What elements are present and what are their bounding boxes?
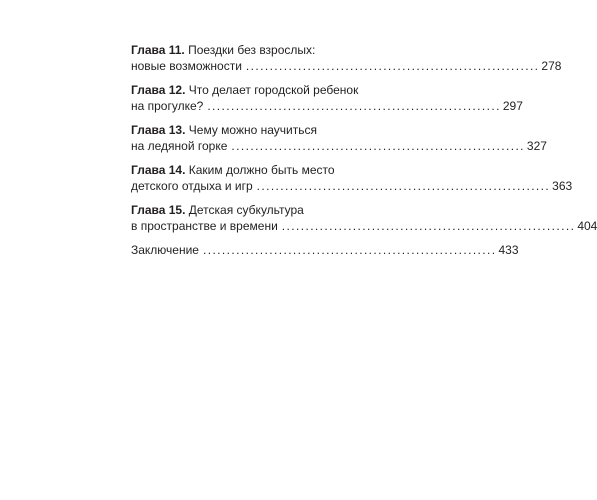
dot-leader: .............................................................. (231, 139, 525, 153)
chapter-label: Глава 12. (131, 83, 186, 97)
chapter-title-line1: Поездки без взрослых: (188, 43, 316, 57)
dot-leader: .............................................................. (202, 243, 497, 257)
toc-entry-first-line (131, 42, 361, 58)
dot-leader: .............................................................. (256, 179, 551, 193)
toc-entry-conclusion (131, 242, 519, 258)
page-number: 327 (526, 139, 547, 153)
toc-entry-second-line (131, 218, 597, 234)
toc-entry-second-line (131, 178, 573, 194)
page-number: 278 (541, 59, 562, 73)
dot-leader: .............................................................. (207, 99, 501, 113)
dot-leader: .............................................................. (281, 219, 576, 233)
chapter-title-line1: Чему можно научиться (188, 123, 317, 137)
chapter-title-line1: Что делает городской ребенок (188, 83, 359, 97)
chapter-title-line1: Каким должно быть место (188, 163, 335, 177)
chapter-title-line2: на ледяной горке (131, 139, 228, 153)
toc-entry-first-line (131, 242, 519, 258)
toc-entry-chapter-15 (131, 202, 597, 234)
chapter-title-line1: Детская субкультура (188, 203, 304, 217)
dot-leader: .............................................................. (245, 59, 540, 73)
chapter-label: Глава 13. (131, 123, 186, 137)
page-number: 297 (502, 99, 523, 113)
toc-entry-chapter-11 (131, 42, 562, 74)
page-number: 433 (498, 243, 519, 257)
chapter-label: Глава 11. (131, 43, 185, 57)
toc-entry-second-line (131, 58, 562, 74)
chapter-title-line2: новые возможности (131, 59, 242, 73)
conclusion-title: Заключение (131, 243, 199, 257)
toc-entry-chapter-12 (131, 82, 523, 114)
chapter-title-line2: в пространстве и времени (131, 219, 278, 233)
chapter-title-line2: детского отдыха и игр (131, 179, 253, 193)
chapter-title-line2: на прогулке? (131, 99, 204, 113)
table-of-contents (131, 42, 597, 266)
toc-entry-first-line (131, 162, 361, 178)
toc-entry-second-line (131, 98, 523, 114)
chapter-label: Глава 15. (131, 203, 186, 217)
toc-entry-chapter-13 (131, 122, 547, 154)
toc-entry-first-line (131, 202, 361, 218)
page-number: 404 (577, 219, 597, 233)
page-number: 363 (552, 179, 573, 193)
toc-entry-chapter-14 (131, 162, 573, 194)
toc-entry-first-line (131, 82, 361, 98)
toc-entry-second-line (131, 138, 547, 154)
chapter-label: Глава 14. (131, 163, 186, 177)
toc-entry-first-line (131, 122, 361, 138)
